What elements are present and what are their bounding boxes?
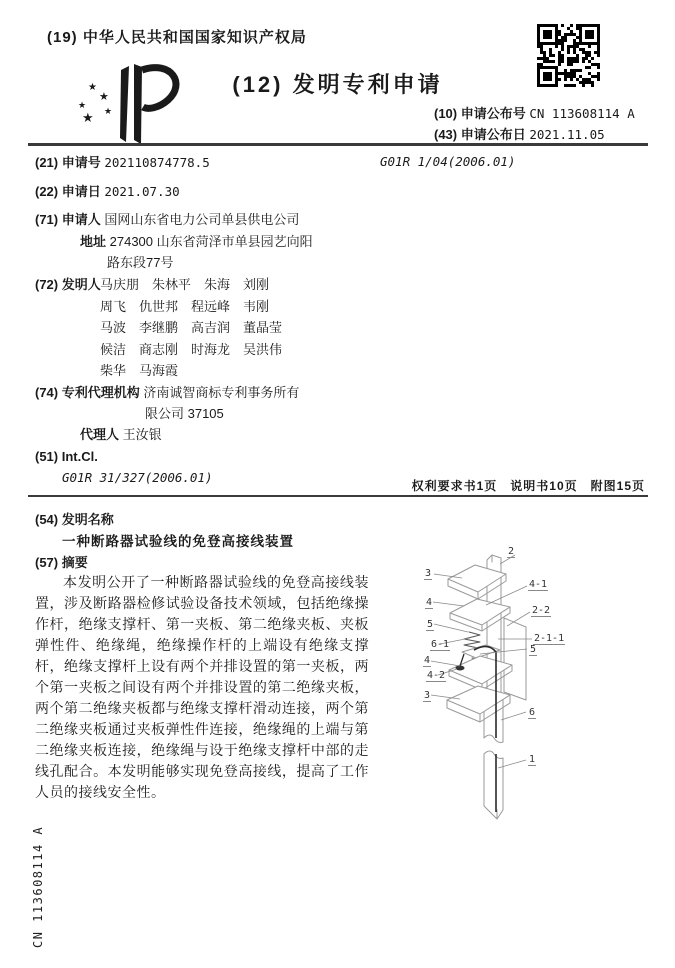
applicant-label: (71) 申请人 (35, 212, 101, 227)
pub-number-row (434, 103, 635, 122)
intcl-value: G01R 31/327(2006.01) (62, 470, 213, 485)
figure-label: 4 (424, 655, 431, 666)
application-number-value: 202110874778.5 (104, 155, 210, 170)
figure-label: 3 (425, 568, 432, 579)
figure-label: 2-1-1 (534, 633, 565, 644)
pages-info: 权利要求书1页 说明书10页 附图15页 (411, 479, 645, 493)
inventors-label: (72) 发明人 (35, 277, 101, 292)
ipc-main-value: G01R 1/04(2006.01) (380, 154, 516, 169)
application-date-label: (22) 申请日 (35, 184, 101, 199)
figure-label: 6 (529, 707, 536, 718)
figure-label: 4-1 (529, 579, 548, 590)
header-rule (28, 143, 648, 146)
svg-text:★: ★ (82, 110, 94, 125)
pub-date-label: (43) 申请公布日 (434, 127, 526, 142)
pub-number-value: CN 113608114 A (529, 106, 635, 121)
inventor-row: 马波 李继鹏 高吉润 董晶莹 (100, 320, 283, 335)
agency-name-line2: 限公司 37105 (145, 406, 224, 421)
inventor-row: 柴华 马海霞 (100, 363, 179, 378)
svg-text:★: ★ (104, 106, 113, 116)
pub-number-label: (10) 申请公布号 (434, 106, 526, 121)
application-date-row (35, 181, 180, 200)
figure-label: 4 (426, 597, 433, 608)
inventor-row: 候洁 商志刚 时海龙 吴洪伟 (100, 342, 283, 357)
application-number-label: (21) 申请号 (35, 155, 101, 170)
document-type-title: (12) 发明专利申请 (232, 72, 443, 97)
agent-label: 代理人 (80, 427, 120, 442)
figure-label: 1 (529, 754, 536, 765)
application-number-row (35, 152, 210, 171)
intcl-label: (51) Int.Cl. (35, 449, 98, 464)
agent-name: 王汝银 (122, 427, 162, 442)
figure-label: 6-1 (431, 639, 450, 650)
abstract-text: 本发明公开了一种断路器试验线的免登高接线装置，涉及断路器检修试验设备技术领域，包括绝缘操作杆，绝缘支撑杆、第一夹板、第二绝缘夹板、夹板弹性件、绝缘绳，绝缘操作杆的上端设有绝缘支撑杆，绝缘支撑杆上设有两个并排设置的第一夹板，两个第一夹板之间设有两个并排设置的第二绝缘夹板，两个第二绝缘夹板都与绝缘支撑杆滑动连接，两个第二绝缘夹板通过夹板弹性件连接，绝缘绳的上端与第二绝缘夹板连接，绝缘绳与设于绝缘支撑杆中部的走线孔配合。本发明能够实现免登高接线，提高了工作人员的接线安全性。 (35, 574, 369, 800)
body-rule (28, 495, 648, 497)
abstract-section-label: (57) 摘要 (35, 555, 88, 570)
svg-text:★: ★ (99, 91, 109, 103)
address-line1: 274300 山东省菏泽市单县园艺向阳 (109, 234, 313, 249)
application-date-value: 2021.07.30 (104, 184, 180, 199)
side-pub-number: CN 113608114 A (31, 825, 45, 948)
office-name: (19) 中华人民共和国国家知识产权局 (47, 29, 307, 46)
inventor-row: 马庆朋 朱林平 朱海 刘刚 (100, 277, 270, 292)
title-section-label: (54) 发明名称 (35, 512, 114, 527)
address-label: 地址 (80, 234, 107, 249)
agent-row (80, 424, 162, 443)
figure-label: 3 (424, 690, 431, 701)
figure-label: 4-2 (427, 670, 446, 681)
agency-label: (74) 专利代理机构 (35, 385, 140, 400)
pub-date-value: 2021.11.05 (529, 127, 605, 142)
figure-label: 2-2 (532, 605, 551, 616)
figure-label: 2 (508, 546, 515, 557)
address-line2: 路东段77号 (107, 255, 174, 270)
agency-name-line1: 济南诚智商标专利事务所有 (143, 385, 300, 400)
pub-date-row (434, 124, 605, 143)
bolt-4-2 (456, 666, 465, 671)
agency-row (35, 382, 299, 401)
address-row (80, 231, 313, 250)
figure-label: 5 (427, 619, 434, 630)
patent-figure (412, 542, 652, 832)
applicant-value: 国网山东省电力公司单县供电公司 (104, 212, 300, 227)
inventor-row: 周飞 仇世邦 程远峰 韦刚 (100, 299, 270, 314)
svg-text:★: ★ (78, 100, 87, 110)
figure-label: 5 (530, 644, 537, 655)
svg-text:★: ★ (88, 82, 97, 93)
applicant-row (35, 209, 299, 228)
invention-title: 一种断路器试验线的免登高接线装置 (62, 534, 294, 549)
